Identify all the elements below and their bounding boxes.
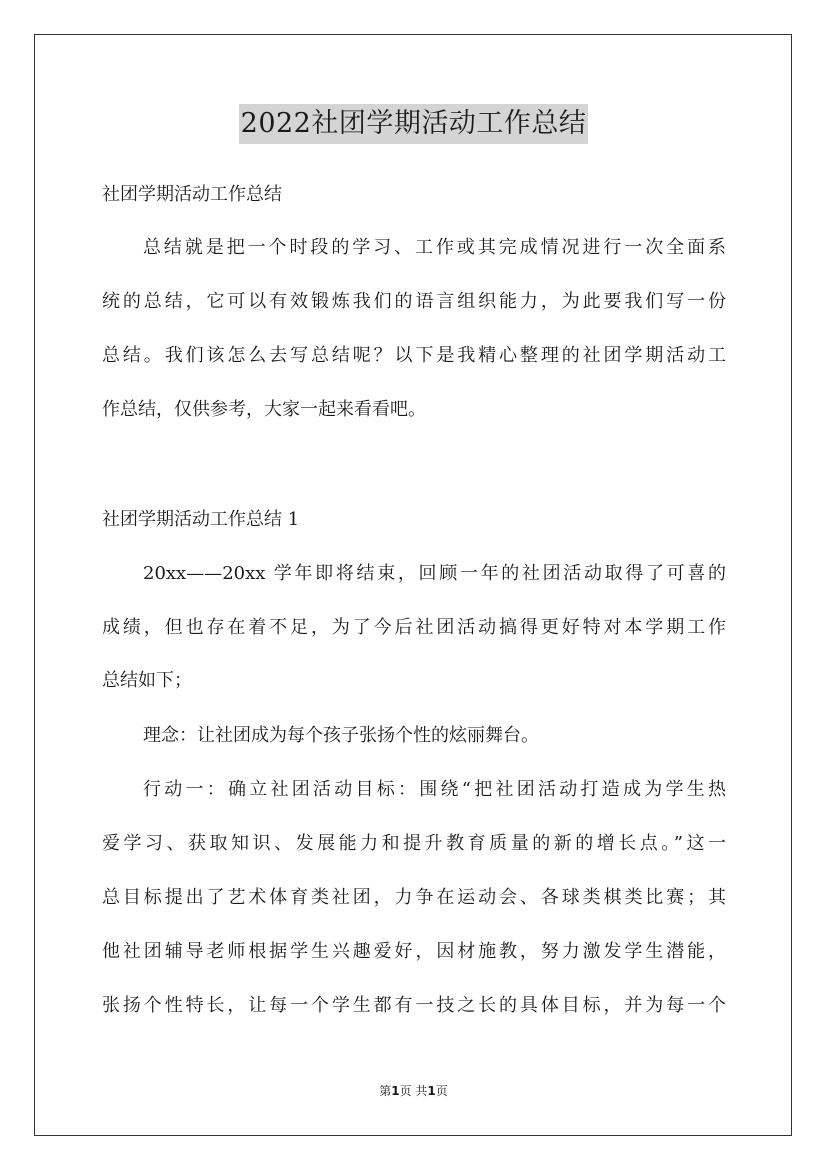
para3-line-4: 他社团辅导老师根据学生兴趣爱好，因材施教，努力激发学生潜能，	[102, 941, 726, 962]
page-footer	[0, 1083, 827, 1099]
footer-mid: 页 共	[399, 1084, 428, 1098]
para1-line-2: 成绩，但也存在着不足，为了今后社团活动搞得更好特对本学期工作	[102, 617, 726, 638]
footer-prefix: 第	[379, 1084, 392, 1098]
title-container	[0, 104, 827, 144]
para3-line-2: 爱学习、获取知识、发展能力和提升教育质量的新的增长点。”这一	[102, 833, 726, 854]
para1-line-1: 20xx——20xx 学年即将结束，回顾一年的社团活动取得了可喜的	[143, 563, 726, 584]
document-subtitle: 社团学期活动工作总结	[102, 184, 282, 205]
section-heading: 社团学期活动工作总结 1	[102, 509, 300, 530]
footer-page-current: 1	[391, 1084, 400, 1098]
intro-line-4: 作总结，仅供参考，大家一起来看看吧。	[102, 399, 426, 420]
para1-line-3: 总结如下；	[102, 670, 192, 691]
footer-suffix: 页	[435, 1084, 448, 1098]
footer-page-total: 1	[427, 1084, 436, 1098]
intro-line-1: 总结就是把一个时段的学习、工作或其完成情况进行一次全面系	[143, 237, 726, 258]
para3-line-5: 张扬个性特长，让每一个学生都有一技之长的具体目标，并为每一个	[102, 995, 726, 1016]
intro-line-3: 总结。我们该怎么去写总结呢？以下是我精心整理的社团学期活动工	[102, 345, 726, 366]
para3-line-1: 行动一：确立社团活动目标：围绕“把社团活动打造成为学生热	[143, 779, 726, 800]
intro-line-2: 统的总结，它可以有效锻炼我们的语言组织能力，为此要我们写一份	[102, 291, 726, 312]
para3-line-3: 总目标提出了艺术体育类社团，力争在运动会、各球类棋类比赛；其	[102, 887, 726, 908]
document-title: 2022社团学期活动工作总结	[239, 104, 589, 144]
para2-line: 理念：让社团成为每个孩子张扬个性的炫丽舞台。	[143, 725, 539, 746]
